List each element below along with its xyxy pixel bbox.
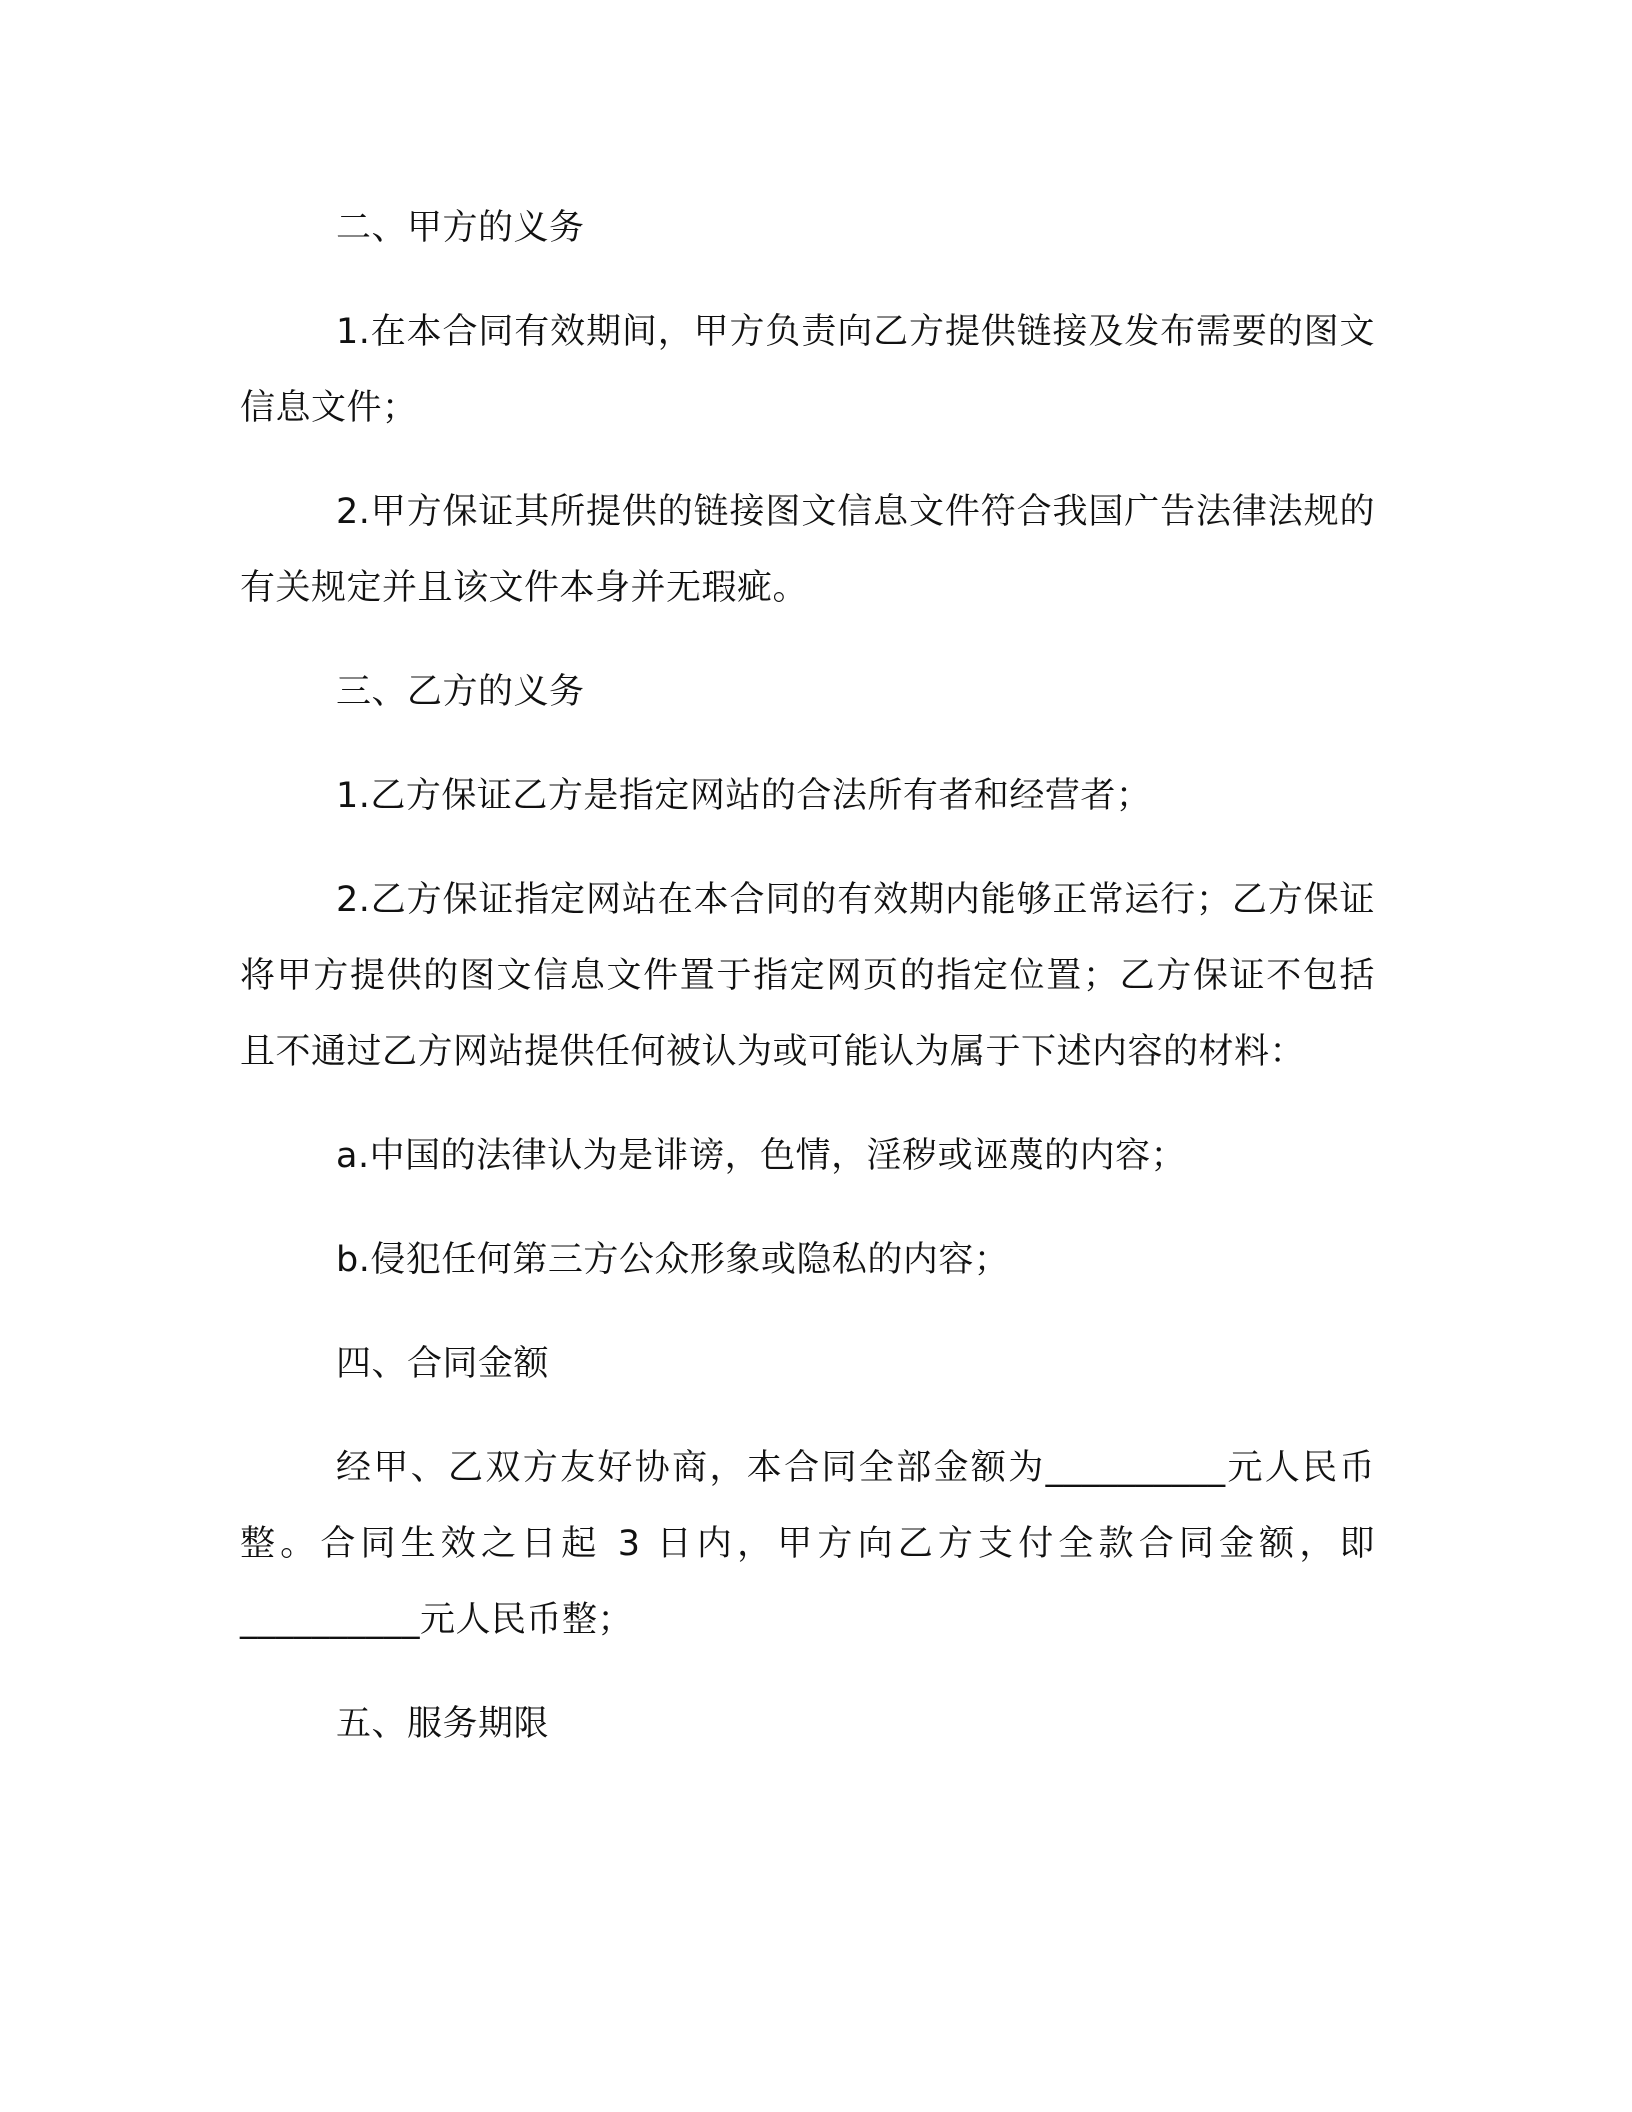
amount-text-part2: 元人民币整。合同生效之日起 3 日内，甲方向乙方支付全款合同金额，即 bbox=[240, 1448, 1375, 1564]
clause-contract-amount bbox=[240, 1430, 1375, 1658]
amount-text-part1: 经甲、乙双方友好协商，本合同全部金额为 bbox=[336, 1448, 1046, 1488]
amount-blank-1: __________ bbox=[1045, 1448, 1226, 1488]
clause-party-b-2a: a.中国的法律认为是诽谤，色情，淫秽或诬蔑的内容； bbox=[336, 1136, 1187, 1176]
clause-party-b-2b: b.侵犯任何第三方公众形象或隐私的内容； bbox=[336, 1240, 1010, 1280]
clause-party-a-2: 2.甲方保证其所提供的链接图文信息文件符合我国广告法律法规的有关规定并且该文件本身并无瑕疵。 bbox=[240, 492, 1375, 608]
clause-party-a-1: 1.在本合同有效期间，甲方负责向乙方提供链接及发布需要的图文信息文件； bbox=[240, 312, 1375, 428]
amount-blank-2: __________ bbox=[240, 1600, 420, 1640]
clause-party-b-2: 2.乙方保证指定网站在本合同的有效期内能够正常运行；乙方保证将甲方提供的图文信息文件置于指定网页的指定位置；乙方保证不包括且不通过乙方网站提供任何被认为或可能认为属于下述内容的材料： bbox=[240, 880, 1375, 1072]
section-heading-service-term: 五、服务期限 bbox=[336, 1704, 550, 1744]
clause-party-b-1: 1.乙方保证乙方是指定网站的合法所有者和经营者； bbox=[336, 776, 1152, 816]
section-heading-party-a-obligations: 二、甲方的义务 bbox=[336, 208, 585, 248]
section-heading-contract-amount: 四、合同金额 bbox=[336, 1344, 550, 1384]
amount-text-part3: 元人民币整； bbox=[420, 1600, 634, 1640]
section-heading-party-b-obligations: 三、乙方的义务 bbox=[336, 672, 585, 712]
document-body bbox=[240, 190, 1375, 1790]
